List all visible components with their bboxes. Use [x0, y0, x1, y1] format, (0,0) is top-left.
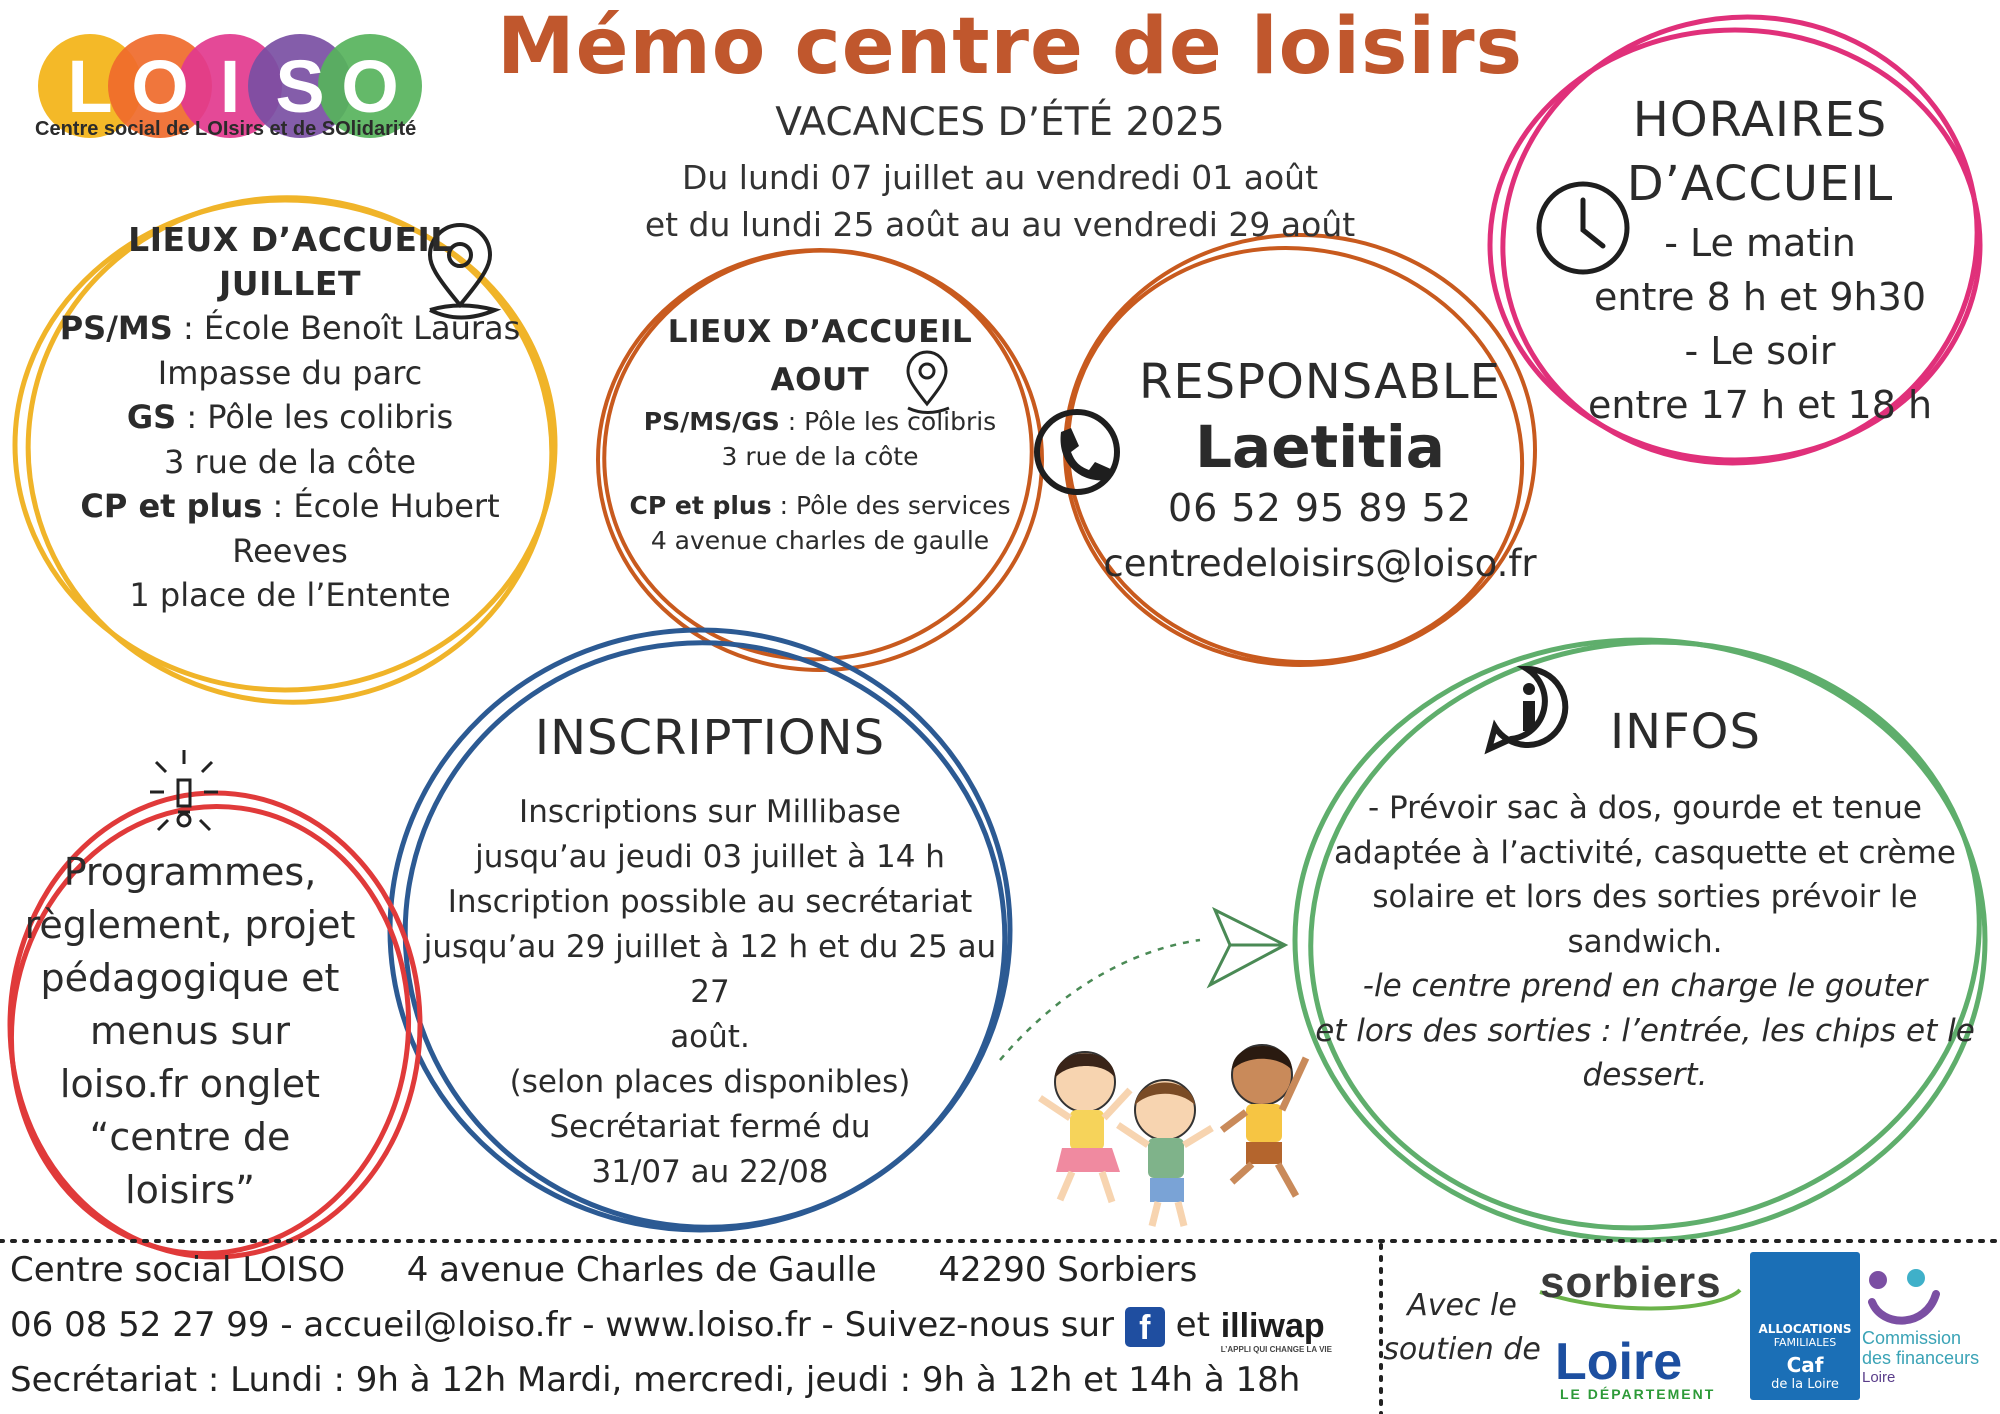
aout-title: LIEUX D’ACCUEIL [667, 314, 973, 350]
inscriptions-line: Inscriptions sur Millibase [519, 794, 901, 830]
infos-italic-line: dessert. [1582, 1057, 1708, 1093]
horaires-line: - Le soir [1684, 329, 1836, 373]
partners-caption-line: soutien de [1383, 1332, 1541, 1367]
aout-cp [605, 488, 1035, 523]
programmes-line: règlement, projet [24, 903, 356, 947]
caf-name: Caf [1786, 1353, 1824, 1377]
ps-label: PS/MS/GS [643, 407, 780, 436]
dates-line: Du lundi 07 juillet au vendredi 01 août [681, 158, 1319, 197]
commission-financeurs-logo [1869, 1269, 1936, 1321]
programmes-line: pédagogique et [40, 956, 340, 1000]
horaires-title: HORAIRES [1632, 92, 1888, 148]
info-icon [1489, 669, 1565, 749]
juillet-subtitle: JUILLET [219, 264, 361, 303]
cp-place: : Pôle des services [771, 491, 1011, 520]
juillet-block [40, 218, 540, 618]
dates [560, 154, 1440, 248]
infos-line: adaptée à l’activité, casquette et crème [1334, 834, 1956, 871]
programmes-line: Programmes, [63, 850, 317, 894]
horaires-line: - Le matin [1664, 221, 1856, 265]
infos-block [1305, 786, 1985, 1098]
programmes-line: menus sur [90, 1009, 290, 1053]
inscriptions-block [400, 706, 1020, 1195]
inscriptions-title: INSCRIPTIONS [534, 710, 886, 766]
inscriptions-line: jusqu’au 29 juillet à 12 h et du 25 au 27 [423, 929, 997, 1010]
commission-financeurs-text [1862, 1328, 2000, 1388]
gs-label: GS [126, 398, 177, 436]
footer-contact-text[interactable]: 06 08 52 27 99 - accueil@loiso.fr - www.loiso.fr - Suivez-nous sur [10, 1305, 1115, 1345]
infos-italic-line: -le centre prend en charge le gouter [1362, 968, 1928, 1004]
infos-line: - Prévoir sac à dos, gourde et tenue [1367, 790, 1923, 826]
juillet-gs [40, 395, 540, 440]
inscriptions-line: 31/07 au 22/08 [591, 1154, 829, 1190]
gs-address: 3 rue de la côte [163, 442, 417, 481]
responsable-name: Laetitia [1195, 413, 1445, 481]
partners-caption-line: Avec le [1407, 1288, 1517, 1323]
footer-city: 42290 Sorbiers [938, 1250, 1198, 1290]
juillet-cp [40, 484, 540, 529]
programmes-block [20, 846, 360, 1217]
responsable-phone[interactable]: 06 52 95 89 52 [1167, 486, 1473, 530]
season-title: VACANCES D’ÉTÉ 2025 [775, 100, 1225, 145]
kids-illustration [1040, 1045, 1306, 1226]
footer-and: et [1175, 1305, 1210, 1345]
cp-label: CP et plus [629, 491, 772, 520]
inscriptions-line: août. [670, 1019, 750, 1055]
loire-logo: Loire [1555, 1333, 1683, 1391]
page-title: Mémo centre de loisirs [496, 2, 1524, 92]
partners-caption [1382, 1284, 1542, 1372]
inscriptions-line: Inscription possible au secrétariat [447, 884, 973, 920]
cp-address: 4 avenue charles de gaulle [650, 526, 990, 555]
paper-plane-icon [1000, 910, 1285, 1060]
infos-line: solaire et lors des sorties prévoir le [1372, 879, 1918, 915]
caf-line: FAMILIALES [1773, 1336, 1837, 1349]
footer-secretariat: Secrétariat : Lundi : 9h à 12h Mardi, mercredi, jeudi : 9h à 12h et 14h à 18h [10, 1360, 1301, 1400]
footer-contact [10, 1305, 1332, 1354]
inscriptions-line: (selon places disponibles) [509, 1064, 911, 1100]
infos-italic-line: et lors des sorties : l’entrée, les chips et le [1315, 1012, 1975, 1049]
illiwap-tagline: L’APPLI QUI CHANGE LA VIE [1220, 1345, 1332, 1354]
footer-street: 4 avenue Charles de Gaulle [406, 1250, 877, 1290]
facebook-icon[interactable]: f [1125, 1307, 1165, 1347]
ps-address: Impasse du parc [157, 353, 423, 392]
infos-line: sandwich. [1567, 923, 1723, 960]
aout-block [605, 308, 1035, 558]
infos-title: INFOS [1610, 704, 1761, 760]
juillet-title: LIEUX D’ACCUEIL [128, 220, 452, 259]
logo-letter: L [67, 45, 113, 128]
aout-subtitle: AOUT [770, 362, 870, 398]
ps-address: 3 rue de la côte [721, 442, 919, 471]
illiwap-name: illiwap [1220, 1307, 1325, 1345]
sorbiers-logo: sorbiers [1540, 1258, 1722, 1307]
caf-line: ALLOCATIONS [1758, 1322, 1852, 1336]
loire-logo-subtitle: LE DÉPARTEMENT [1560, 1386, 1716, 1402]
cp-address: 1 place de l’Entente [129, 576, 451, 614]
ps-label: PS/MS [59, 309, 173, 347]
footer-org-name: Centre social LOISO [10, 1250, 346, 1290]
ps-place: : Pôle les colibris [779, 407, 997, 436]
programmes-line: “centre de loisirs” [89, 1115, 291, 1212]
caf-line: de la Loire [1771, 1377, 1839, 1392]
responsable-title: RESPONSABLE [1139, 354, 1501, 410]
inscriptions-line: jusqu’au jeudi 03 juillet à 14 h [475, 839, 945, 875]
caf-logo [1750, 1252, 1860, 1400]
juillet-ps [40, 306, 540, 351]
horaires-block [1500, 88, 2000, 432]
aout-ps [605, 404, 1035, 439]
dates-line: et du lundi 25 août au au vendredi 29 août [644, 205, 1356, 244]
illiwap-logo[interactable] [1220, 1307, 1332, 1354]
horaires-line: entre 8 h et 9h30 [1594, 275, 1926, 319]
logo-letter: S [275, 45, 325, 128]
responsable-email[interactable]: centredeloisirs@loiso.fr [1103, 542, 1537, 585]
logo-subtitle: Centre social de LOIsirs et de SOlidarité [35, 118, 417, 140]
logo-letter: O [131, 45, 189, 128]
logo-letter: O [341, 45, 399, 128]
cp-place-cont: Reeves [232, 531, 348, 570]
logo-letter: I [219, 45, 241, 128]
footer-address [10, 1250, 1197, 1290]
ps-place: : École Benoît Lauras [172, 309, 521, 347]
gs-place: : Pôle les colibris [176, 398, 454, 436]
cp-place: : École Hubert [262, 487, 500, 525]
programmes-line: loiso.fr onglet [59, 1062, 321, 1106]
cdf-line: Loire [1862, 1369, 1896, 1386]
cp-label: CP et plus [80, 487, 263, 525]
horaires-subtitle: D’ACCUEIL [1626, 156, 1894, 212]
inscriptions-line: Secrétariat fermé du [549, 1109, 871, 1145]
cdf-line: des financeurs [1862, 1348, 1980, 1368]
horaires-line: entre 17 h et 18 h [1587, 383, 1933, 427]
cdf-line: Commission [1862, 1328, 1962, 1348]
